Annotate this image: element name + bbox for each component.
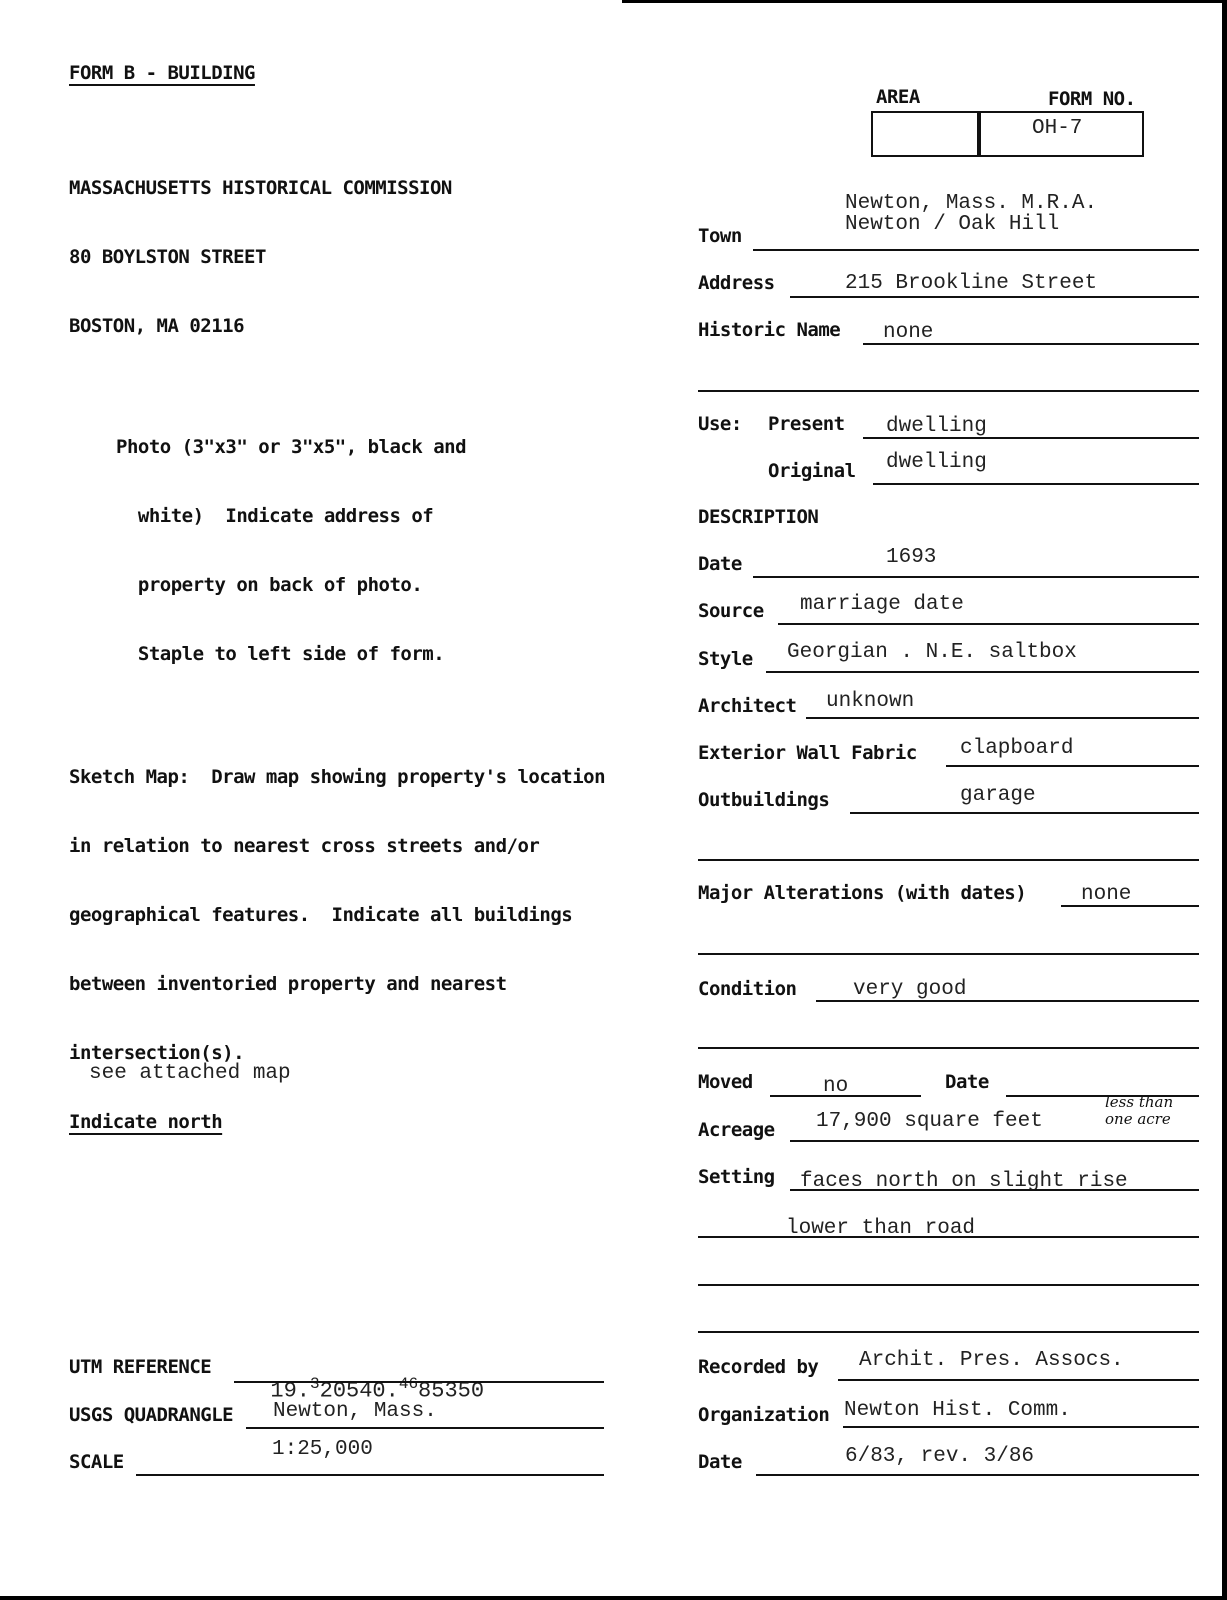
sketch-line-2: in relation to nearest cross streets and/or: [69, 835, 540, 857]
record-date-line: [756, 1474, 1199, 1476]
utm-line: [234, 1381, 604, 1383]
major-alterations-value: none: [1081, 883, 1132, 906]
sketch-line-1: Sketch Map: Draw map showing property's location: [69, 766, 606, 788]
exterior-label: Exterior Wall Fabric: [698, 742, 917, 764]
usgs-value: Newton, Mass.: [273, 1400, 437, 1423]
utm-easting: 20540.: [319, 1378, 399, 1404]
moved-value: no: [823, 1075, 849, 1098]
recorded-by-label: Recorded by: [698, 1356, 819, 1378]
condition-line: [816, 1000, 1199, 1002]
exterior-line: [946, 765, 1199, 767]
record-date-value: 6/83, rev. 3/86: [845, 1445, 1035, 1468]
town-value-1: Newton, Mass. M.R.A.: [845, 192, 1098, 215]
town-label: Town: [698, 225, 742, 247]
acreage-note-line-1: less than: [1105, 1093, 1174, 1111]
indicate-north: Indicate north: [69, 1111, 223, 1133]
architect-line: [806, 717, 1199, 719]
acreage-label: Acreage: [698, 1119, 775, 1141]
scale-label: SCALE: [69, 1451, 124, 1473]
historic-name-line: [863, 343, 1199, 345]
town-line: [753, 249, 1199, 251]
utm-zone: 19.: [270, 1378, 311, 1404]
outbuildings-label: Outbuildings: [698, 789, 830, 811]
architect-label: Architect: [698, 695, 797, 717]
utm-northing: 85350: [418, 1378, 485, 1404]
record-date-label: Date: [698, 1451, 742, 1473]
exterior-value: clapboard: [960, 737, 1074, 760]
major-alterations-line: [1061, 905, 1199, 907]
source-label: Source: [698, 600, 764, 622]
address-line: [790, 296, 1199, 298]
moved-date-label: Date: [945, 1071, 989, 1093]
present-line: [863, 437, 1199, 439]
present-label: Present: [768, 413, 845, 435]
historic-name-value: none: [883, 321, 934, 344]
date-label: Date: [698, 553, 742, 575]
source-value: marriage date: [800, 593, 964, 616]
major-alterations-line-2: [698, 953, 1199, 955]
original-line: [873, 483, 1199, 485]
outbuildings-value: garage: [960, 784, 1036, 807]
style-label: Style: [698, 648, 753, 670]
address-value: 215 Brookline Street: [845, 272, 1098, 295]
photo-line-3: property on back of photo.: [116, 574, 423, 596]
description-heading: DESCRIPTION: [698, 506, 819, 528]
style-value: Georgian . N.E. saltbox: [787, 641, 1077, 664]
town-value-2: Newton / Oak Hill: [845, 213, 1060, 236]
setting-value-1: faces north on slight rise: [800, 1170, 1128, 1193]
acreage-note-line-2: one acre: [1105, 1110, 1171, 1128]
photo-line-1: Photo (3"x3" or 3"x5", black and: [116, 436, 467, 458]
address-label: Address: [698, 272, 775, 294]
style-line: [766, 671, 1199, 673]
usgs-label: USGS QUADRANGLE: [69, 1404, 234, 1426]
photo-line-2: white) Indicate address of: [116, 505, 434, 527]
utm-label: UTM REFERENCE: [69, 1356, 212, 1378]
present-value: dwelling: [886, 415, 987, 438]
outbuildings-line-2: [698, 859, 1199, 861]
organization-label: Organization: [698, 1404, 830, 1426]
sketch-line-4: between inventoried property and nearest: [69, 973, 507, 995]
setting-line: [790, 1189, 1199, 1191]
form-title: FORM B - BUILDING: [69, 62, 255, 84]
acreage-value: 17,900 square feet: [816, 1110, 1043, 1133]
architect-value: unknown: [826, 690, 915, 713]
area-label: AREA: [876, 86, 920, 108]
condition-line-2: [698, 1047, 1199, 1049]
recorded-by-line: [838, 1379, 1199, 1381]
date-line: [753, 576, 1199, 578]
use-label: Use:: [698, 413, 742, 435]
outbuildings-line: [850, 812, 1199, 814]
commission-name: [69, 131, 452, 361]
commission-line-2: 80 BOYLSTON STREET: [69, 246, 266, 268]
scale-value: 1:25,000: [272, 1438, 373, 1461]
form-no-label: FORM NO.: [1048, 88, 1136, 110]
area-box: [871, 111, 981, 157]
setting-line-2: [698, 1236, 1199, 1238]
historic-name-line-2: [698, 390, 1199, 392]
historic-name-label: Historic Name: [698, 319, 841, 341]
scale-line: [136, 1474, 604, 1476]
photo-instructions: [116, 390, 466, 689]
scan-right-edge: [1222, 0, 1227, 1600]
original-label: Original: [768, 460, 856, 482]
photo-line-4: Staple to left side of form.: [116, 643, 445, 665]
condition-label: Condition: [698, 978, 797, 1000]
original-value: dwelling: [886, 451, 987, 474]
recorded-by-value: Archit. Pres. Assocs.: [859, 1349, 1124, 1372]
utm-sup-1: 3: [310, 1375, 320, 1393]
source-line: [778, 623, 1199, 625]
acreage-note: [1105, 1094, 1173, 1128]
sketch-line-3: geographical features. Indicate all buildings: [69, 904, 573, 926]
setting-line-4: [698, 1331, 1199, 1333]
commission-line-3: BOSTON, MA 02116: [69, 315, 245, 337]
utm-sup-2: 46: [398, 1375, 419, 1393]
sketch-line-5: intersection(s).: [69, 1042, 245, 1064]
setting-label: Setting: [698, 1166, 775, 1188]
setting-line-3: [698, 1284, 1199, 1286]
usgs-line: [246, 1427, 604, 1429]
setting-value-2: lower than road: [786, 1217, 976, 1240]
organization-line: [843, 1426, 1199, 1428]
organization-value: Newton Hist. Comm.: [844, 1399, 1071, 1422]
sketch-map-instructions: [69, 720, 605, 1157]
scan-top-edge: [622, 0, 1227, 3]
acreage-line: [790, 1140, 1199, 1142]
moved-label: Moved: [698, 1071, 753, 1093]
utm-value: [244, 1348, 484, 1403]
commission-line-1: MASSACHUSETTS HISTORICAL COMMISSION: [69, 177, 452, 199]
form-no-value: OH-7: [1032, 117, 1083, 140]
sketch-map-note: see attached map: [89, 1062, 291, 1085]
date-value: 1693: [886, 546, 937, 569]
moved-line: [770, 1095, 921, 1097]
major-alterations-label: Major Alterations (with dates): [698, 882, 1027, 904]
scan-bottom-edge: [0, 1596, 1227, 1600]
condition-value: very good: [853, 978, 967, 1001]
